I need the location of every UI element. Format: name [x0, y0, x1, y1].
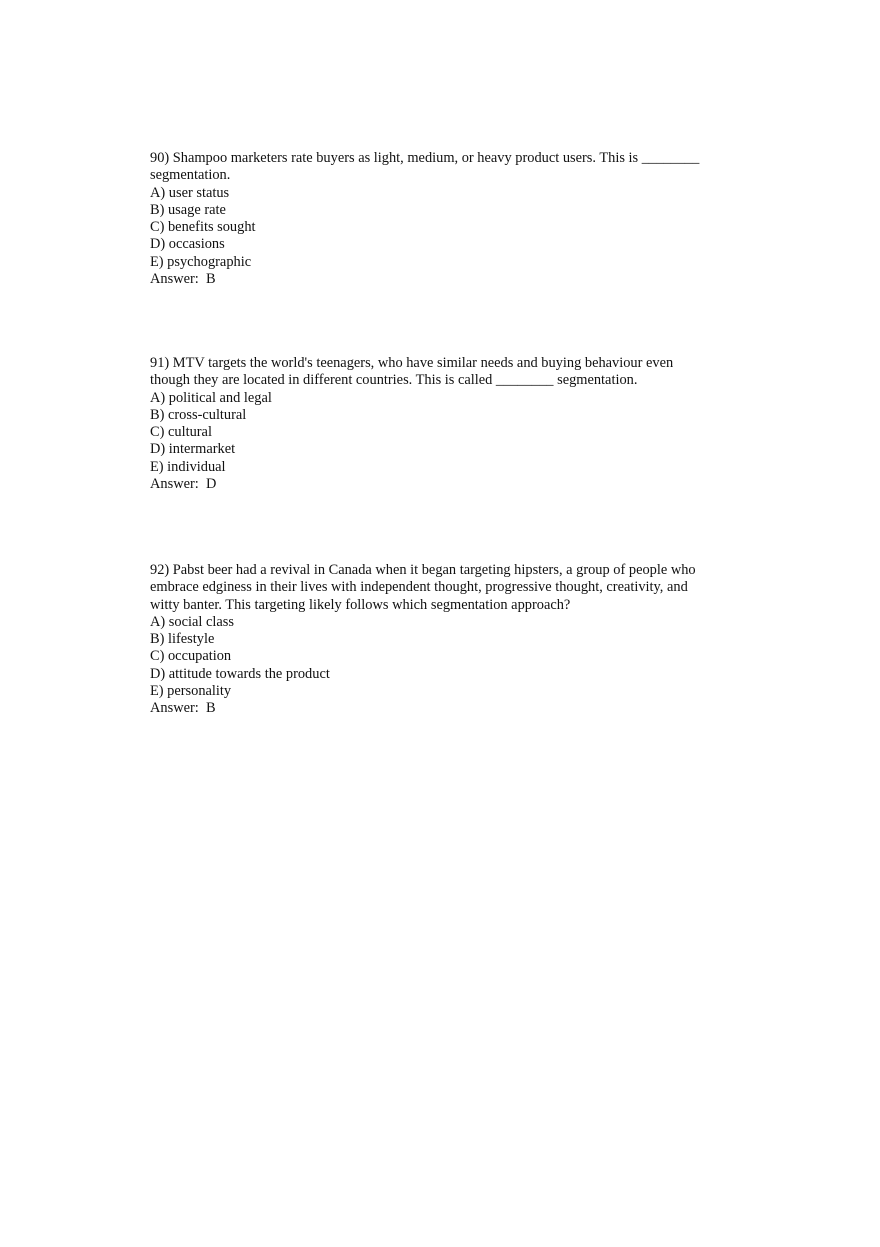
option-c: C) benefits sought: [150, 219, 256, 236]
question-stem-line: 91) MTV targets the world's teenagers, who have similar needs and buying behaviour even: [150, 355, 674, 371]
option-c: C) occupation: [150, 648, 232, 665]
option-b: B) usage rate: [150, 201, 226, 218]
question-90: [150, 150, 730, 288]
answer-line: Answer: D: [150, 476, 217, 493]
option-a: A) social class: [150, 613, 234, 630]
answer-line: Answer: B: [150, 271, 216, 288]
question-92: [150, 562, 730, 718]
option-a: A) user status: [150, 184, 230, 201]
option-a: A) political and legal: [150, 389, 272, 406]
option-d: D) occasions: [150, 236, 225, 253]
answer-line: Answer: B: [150, 700, 216, 717]
question-91: [150, 355, 730, 493]
option-c: C) cultural: [150, 424, 212, 441]
option-e: E) personality: [150, 683, 232, 700]
question-stem-line: 90) Shampoo marketers rate buyers as light, medium, or heavy product users. This is ________: [150, 150, 700, 166]
option-e: E) psychographic: [150, 253, 252, 270]
option-d: D) attitude towards the product: [150, 665, 330, 682]
option-d: D) intermarket: [150, 441, 236, 458]
question-stem-line: embrace edginess in their lives with independent thought, progressive thought, creativity, and: [150, 579, 688, 596]
option-e: E) individual: [150, 458, 226, 475]
question-stem-line: witty banter. This targeting likely follows which segmentation approach?: [150, 596, 571, 613]
option-b: B) lifestyle: [150, 631, 215, 648]
option-b: B) cross-cultural: [150, 406, 247, 423]
question-stem-line: 92) Pabst beer had a revival in Canada when it began targeting hipsters, a group of people who: [150, 562, 696, 578]
question-stem-line: though they are located in different countries. This is called ________ segmentation.: [150, 372, 638, 389]
question-stem-line: segmentation.: [150, 167, 231, 184]
